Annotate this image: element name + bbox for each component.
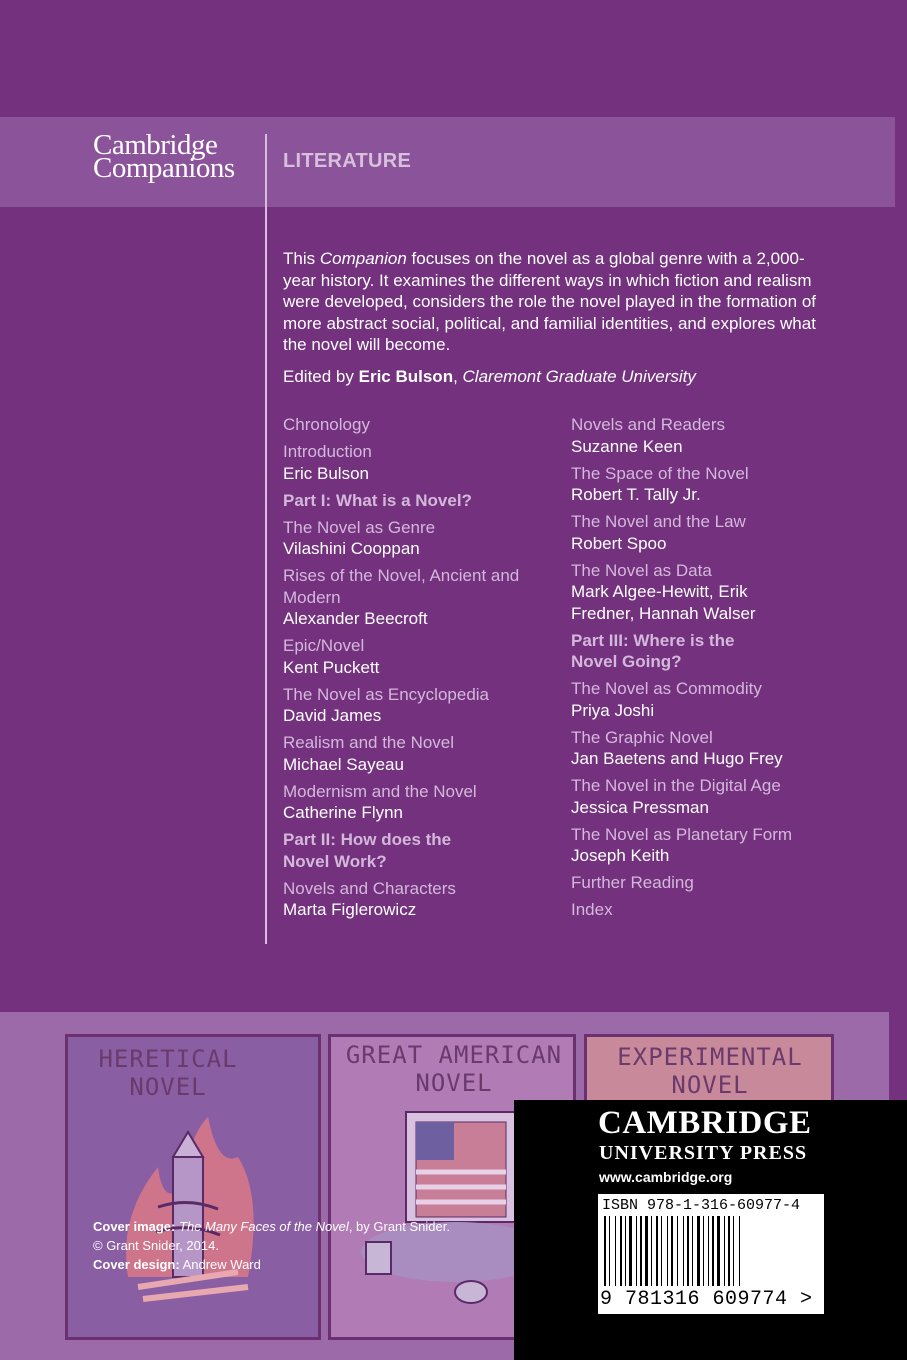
toc-title: Rises of the Novel, Ancient and Modern xyxy=(283,566,520,607)
toc-entry xyxy=(571,511,891,554)
cover-credits xyxy=(93,1217,450,1274)
toc-entry xyxy=(283,565,553,630)
publisher-block xyxy=(514,1100,907,1360)
toc-title: Introduction xyxy=(283,442,372,461)
cover-image-label: Cover image: xyxy=(93,1219,176,1234)
toc-title: Further Reading xyxy=(571,873,694,892)
toc-title: Novels and Readers xyxy=(571,415,726,434)
vertical-divider xyxy=(265,134,267,944)
blurb-companion: Companion xyxy=(319,249,407,268)
toc-author: Robert Spoo xyxy=(571,533,667,553)
blurb-intro: This xyxy=(283,249,320,268)
toc-title: Realism and the Novel xyxy=(283,733,455,752)
publisher-name: CAMBRIDGE xyxy=(598,1105,812,1141)
toc-author: Vilashini Cooppan xyxy=(283,539,420,558)
toc-part-heading: Part II: How does the Novel Work? xyxy=(283,830,452,871)
cambridge-companions-logo xyxy=(93,129,235,184)
cover-design-credit xyxy=(93,1255,450,1274)
toc-author: Marta Figlerowicz xyxy=(283,900,417,919)
toc-entry xyxy=(571,463,891,506)
barcode-number: 9 781316 609774 > xyxy=(600,1288,813,1311)
toc-author: Jan Baetens and Hugo Frey xyxy=(571,749,783,768)
cover-image-title: The Many Faces of the Novel xyxy=(179,1219,349,1234)
cover-design-label: Cover design: xyxy=(93,1257,180,1272)
toc-part-heading: Part I: What is a Novel? xyxy=(283,490,472,510)
toc-entry xyxy=(283,878,553,921)
toc-title: Epic/Novel xyxy=(283,636,365,655)
cover-image-credit xyxy=(93,1217,450,1236)
toc-title: Index xyxy=(571,900,613,919)
cover-copyright: © Grant Snider, 2014. xyxy=(93,1238,219,1253)
toc-entry xyxy=(283,732,553,775)
toc-entry xyxy=(571,560,891,625)
toc-author: Michael Sayeau xyxy=(283,754,404,774)
toc-title: The Novel as Genre xyxy=(283,517,436,537)
toc-author: Catherine Flynn xyxy=(283,803,404,822)
toc-part-heading: Part III: Where is the Novel Going? xyxy=(571,630,735,671)
toc-author: Jessica Pressman xyxy=(571,797,709,817)
toc-author: Robert T. Tally Jr. xyxy=(571,485,701,504)
contents-column-2 xyxy=(571,414,891,926)
toc-entry xyxy=(283,517,553,560)
publisher-press: UNIVERSITY PRESS xyxy=(599,1142,808,1164)
cover-image-artist: , by Grant Snider. xyxy=(348,1219,450,1234)
toc-entry xyxy=(571,414,891,457)
toc-entry xyxy=(571,775,891,818)
toc-title: The Novel as Planetary Form xyxy=(571,824,793,844)
barcode-icon xyxy=(600,1216,822,1288)
publisher-url: www.cambridge.org xyxy=(599,1169,733,1185)
edited-separator: , xyxy=(453,367,463,386)
toc-author: Kent Puckett xyxy=(283,657,380,677)
toc-entry xyxy=(571,727,891,770)
toc-title: The Novel as Encyclopedia xyxy=(283,684,490,704)
contents-column-1 xyxy=(283,414,553,926)
toc-author: Alexander Beecroft xyxy=(283,609,428,628)
toc-title: The Novel in the Digital Age xyxy=(571,776,781,795)
toc-entry xyxy=(571,824,891,867)
blurb-body: focuses on the novel as a global genre with a 2,000-year history. It examines the different ways in which fiction and realism were developed, considers the role the novel played in the formation of more abstract social, political, and familial identities, and explores what the novel will become. xyxy=(283,249,816,354)
barcode-box xyxy=(598,1194,824,1314)
toc-entry xyxy=(283,684,553,727)
toc-entry xyxy=(283,441,553,484)
editor-credit xyxy=(283,367,696,387)
toc-title: Modernism and the Novel xyxy=(283,781,477,801)
series-label: LITERATURE xyxy=(283,150,412,172)
toc-title: The Novel as Data xyxy=(571,560,712,580)
toc-title: The Graphic Novel xyxy=(571,727,713,747)
isbn-text: ISBN 978-1-316-60977-4 xyxy=(602,1197,801,1214)
toc-entry xyxy=(571,678,891,721)
editor-name: Eric Bulson xyxy=(358,367,454,386)
toc-entry xyxy=(283,414,553,436)
toc-title: The Novel as Commodity xyxy=(571,679,762,698)
cover-designer: Andrew Ward xyxy=(182,1257,261,1272)
toc-title: Novels and Characters xyxy=(283,878,456,898)
toc-entry xyxy=(571,872,891,894)
panel-label-great-american: GREAT AMERICAN NOVEL xyxy=(345,1041,563,1097)
toc-author: David James xyxy=(283,706,382,725)
edited-prefix: Edited by xyxy=(283,367,359,386)
description-paragraph xyxy=(283,248,823,356)
toc-author: Mark Algee-Hewitt, Erik Fredner, Hannah Walser xyxy=(571,582,756,623)
logo-line-1: Cambridge xyxy=(93,129,218,161)
toc-title: The Novel and the Law xyxy=(571,512,746,531)
toc-author: Priya Joshi xyxy=(571,700,655,720)
editor-affiliation: Claremont Graduate University xyxy=(462,367,696,386)
toc-entry xyxy=(571,899,891,921)
toc-entry xyxy=(283,781,553,824)
toc-author: Joseph Keith xyxy=(571,846,670,865)
toc-author: Eric Bulson xyxy=(283,463,369,483)
panel-label-heretical: HERETICAL NOVEL xyxy=(98,1045,238,1101)
illustration-panel-heretical xyxy=(65,1034,321,1340)
toc-author: Suzanne Keen xyxy=(571,436,683,456)
panel-label-experimental: EXPERIMENTAL NOVEL xyxy=(617,1043,803,1099)
logo-line-2: Companions xyxy=(93,152,235,184)
toc-title: The Space of the Novel xyxy=(571,463,749,483)
toc-title: Chronology xyxy=(283,415,370,434)
toc-entry xyxy=(283,635,553,678)
